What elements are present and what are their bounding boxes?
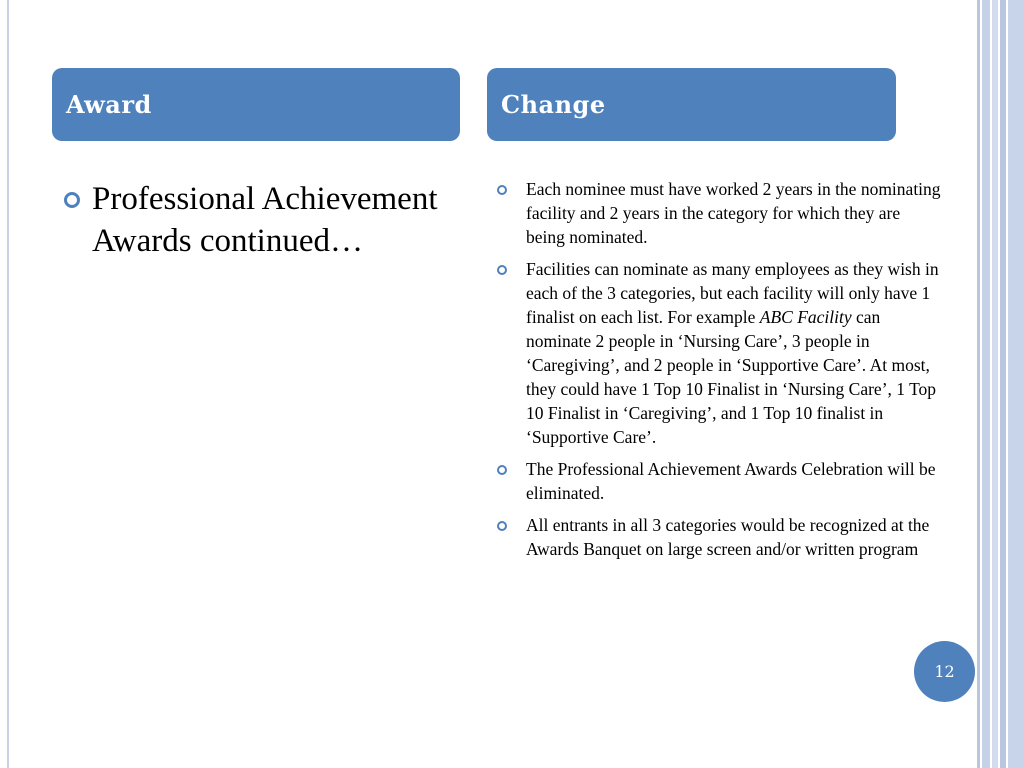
list-item <box>64 178 444 262</box>
circle-bullet-icon <box>64 192 80 208</box>
left-border-rule <box>7 0 9 768</box>
list-item <box>497 457 942 505</box>
change-item-text: Each nominee must have worked 2 years in the nominating facility and 2 years in the category for which they are being nominated. <box>526 179 941 247</box>
award-column <box>64 178 444 262</box>
award-header-label: Award <box>66 90 152 119</box>
right-border-stripe <box>977 0 980 768</box>
change-column <box>497 177 942 569</box>
change-item-text-part: Facilities can nominate as many employees as they wish in each of the 3 categories, but each facility will only have 1 finalist on each list. For example <box>526 259 939 327</box>
change-item-text: All entrants in all 3 categories would be recognized at the Awards Banquet on large screen and/or written program <box>526 515 930 559</box>
circle-bullet-icon <box>497 521 507 531</box>
change-header <box>487 68 896 141</box>
facility-example-name: ABC Facility <box>759 307 852 327</box>
right-border-stripe <box>982 0 990 768</box>
list-item <box>497 513 942 561</box>
list-item <box>497 257 942 449</box>
right-border-stripe <box>1000 0 1006 768</box>
change-item-text <box>526 257 942 449</box>
page-number: 12 <box>934 662 955 681</box>
circle-bullet-icon <box>497 265 507 275</box>
page-number-badge <box>914 641 975 702</box>
change-item-text-part: can nominate 2 people in ‘Nursing Care’, 3 people in ‘Caregiving’, and 2 people in ‘Supportive Care’. At most, they could have 1 Top 10 Finalist in ‘Nursing Care’, 1 Top 10 Finalist in ‘Caregiving’, and 1 Top 10 finalist in ‘Supportive Care’. <box>526 307 937 447</box>
change-item-text: The Professional Achievement Awards Celebration will be eliminated. <box>526 459 936 503</box>
award-item-text: Professional Achievement Awards continued… <box>92 181 438 259</box>
change-header-label: Change <box>501 90 606 119</box>
right-border-stripe <box>1008 0 1024 768</box>
circle-bullet-icon <box>497 465 507 475</box>
award-header <box>52 68 460 141</box>
circle-bullet-icon <box>497 185 507 195</box>
list-item <box>497 177 942 249</box>
right-border-stripe <box>992 0 998 768</box>
